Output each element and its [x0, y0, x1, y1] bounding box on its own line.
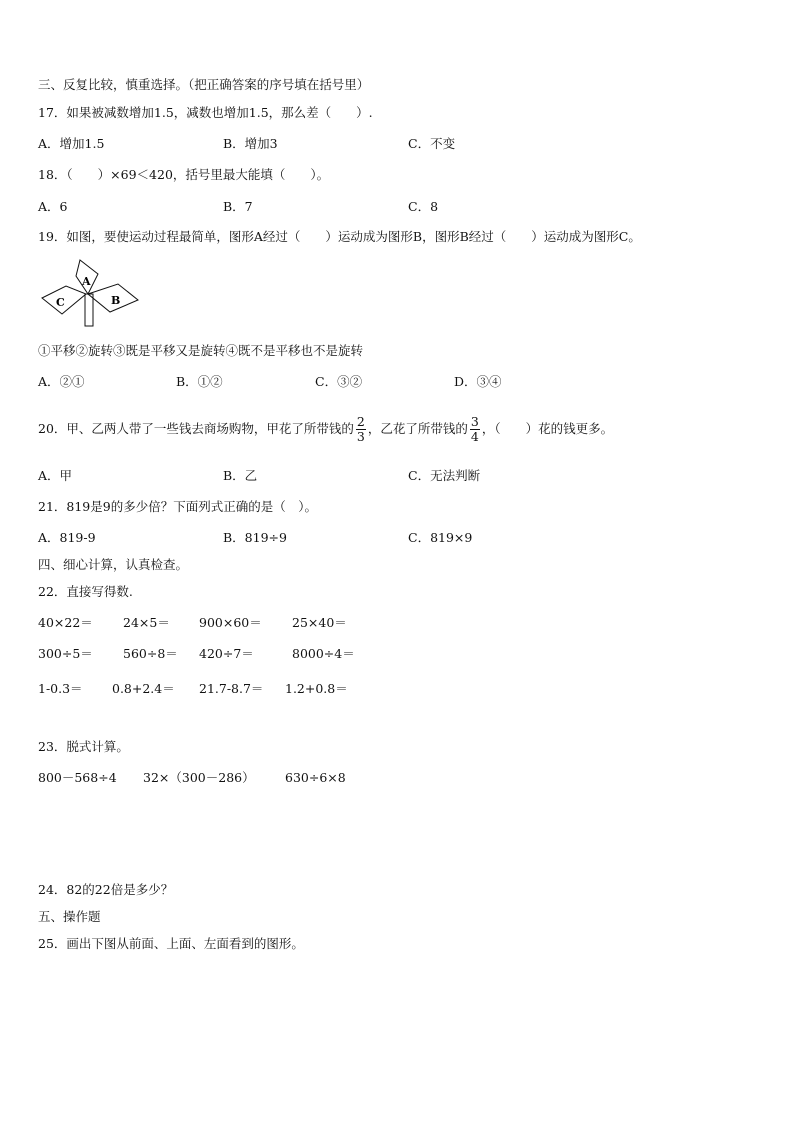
figure-stem — [85, 294, 93, 326]
q17-option-c: C．不变 — [408, 136, 456, 151]
q20-option-b: B．乙 — [223, 468, 258, 483]
q18-option-b: B．7 — [223, 199, 253, 214]
q20-option-a: A．甲 — [38, 468, 73, 483]
q22-item: 420÷7＝ — [199, 646, 254, 661]
question-24-stem: 24．82的22倍是多少？ — [38, 882, 174, 897]
frac2-denominator: 4 — [470, 429, 479, 444]
q23-item: 630÷6×8 — [285, 770, 346, 785]
q20-stem-part1: 20．甲、乙两人带了一些钱去商场购物，甲花了所带钱的 — [38, 421, 354, 436]
section-4-title: 四、细心计算，认真检查。 — [38, 557, 189, 572]
q22-item: 8000÷4＝ — [292, 646, 355, 661]
question-18-stem: 18．（ ）×69＜420，括号里最大能填（ ）。 — [38, 167, 330, 182]
q18-option-a: A．6 — [38, 199, 68, 214]
q20-option-c: C．无法判断 — [408, 468, 481, 483]
q21-option-c: C．819×9 — [408, 530, 473, 545]
q22-item: 21.7-8.7＝ — [199, 681, 264, 696]
q19-option-b: B．①② — [176, 374, 223, 389]
frac1-numerator: 2 — [356, 414, 365, 429]
fraction-two-thirds — [356, 415, 366, 444]
q22-item: 300÷5＝ — [38, 646, 93, 661]
q22-item: 0.8+2.4＝ — [112, 681, 175, 696]
q21-option-a: A．819-9 — [38, 530, 96, 545]
q22-item: 1-0.3＝ — [38, 681, 83, 696]
q23-item: 800－568÷4 — [38, 770, 117, 785]
question-19-stem: 19．如图，要使运动过程最简单，图形A经过（ ）运动成为图形B，图形B经过（ ）运动成为图形C。 — [38, 229, 641, 244]
question-25-stem: 25．画出下图从前面、上面、左面看到的图形。 — [38, 936, 304, 951]
section-5-title: 五、操作题 — [38, 909, 101, 924]
question-22-stem: 22．直接写得数. — [38, 584, 133, 599]
q22-item: 24×5＝ — [123, 615, 170, 630]
q19-option-a: A．②① — [38, 374, 85, 389]
label-a: A — [82, 275, 91, 288]
q21-option-b: B．819÷9 — [223, 530, 287, 545]
q22-item: 560÷8＝ — [123, 646, 178, 661]
frac2-numerator: 3 — [470, 414, 479, 429]
section-3-title: 三、反复比较，慎重选择。（把正确答案的序号填在括号里） — [38, 77, 370, 92]
label-b: B — [111, 294, 121, 307]
q18-option-c: C．8 — [408, 199, 439, 214]
question-17-stem: 17．如果被减数增加1.5，减数也增加1.5，那么差（ ）. — [38, 105, 373, 120]
q17-option-b: B．增加3 — [223, 136, 278, 151]
q22-item: 40×22＝ — [38, 615, 93, 630]
q22-item: 900×60＝ — [199, 615, 262, 630]
frac1-denominator: 3 — [356, 429, 365, 444]
q20-stem-part3: ，（ ）花的钱更多。 — [481, 421, 614, 436]
question-20-stem — [38, 410, 613, 448]
label-c: C — [56, 296, 65, 309]
fraction-three-quarters — [470, 415, 480, 444]
q19-option-d: D．③④ — [454, 374, 502, 389]
q19-option-c: C．③② — [315, 374, 363, 389]
q23-item: 32×（300－286） — [143, 770, 255, 785]
q22-item: 25×40＝ — [292, 615, 347, 630]
question-23-stem: 23．脱式计算。 — [38, 739, 129, 754]
q20-stem-part2: ，乙花了所带钱的 — [367, 421, 468, 436]
q22-item: 1.2+0.8＝ — [285, 681, 348, 696]
q19-figure — [38, 254, 144, 330]
q17-option-a: A．增加1.5 — [38, 136, 105, 151]
q19-choices-line: ①平移②旋转③既是平移又是旋转④既不是平移也不是旋转 — [38, 343, 364, 358]
question-21-stem: 21．819是9的多少倍？下面列式正确的是（ ）。 — [38, 499, 317, 514]
